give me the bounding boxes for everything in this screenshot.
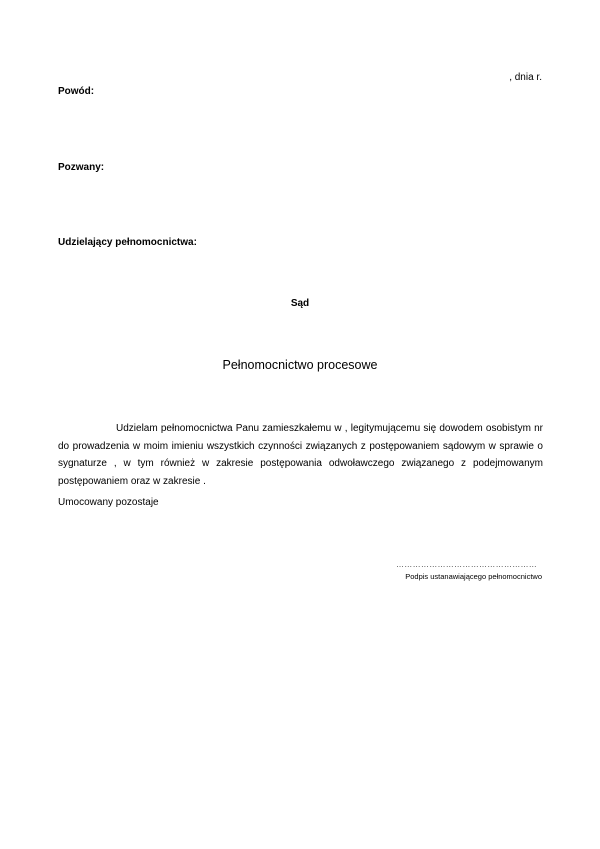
body-text: Udzielam pełnomocnictwa Panu zamieszkałemu w , legitymującemu się dowodem osobistym nr do prowadzenia w moim imieniu wszystkich czynności związanych z postępowaniem sądowym w sprawie o sygnaturze , w tym również w zakresie postępowania odwoławczego związanego z podejmowanym postępowaniem oraz w zakresie . (58, 423, 543, 487)
plaintiff-label: Powód: (58, 86, 95, 97)
signature-caption: Podpis ustanawiającego pełnomocnictwo (405, 572, 542, 581)
body-paragraph (58, 420, 543, 490)
document-title: Pełnomocnictwo procesowe (222, 358, 378, 372)
court-label: Sąd (290, 298, 310, 309)
defendant-label: Pozwany: (58, 162, 105, 173)
signature-line: …………………………………………… (396, 560, 538, 569)
date-line: , dnia r. (509, 72, 542, 83)
grantor-label: Udzielający pełnomocnictwa: (58, 237, 197, 248)
remains-text: Umocowany pozostaje (58, 497, 159, 508)
